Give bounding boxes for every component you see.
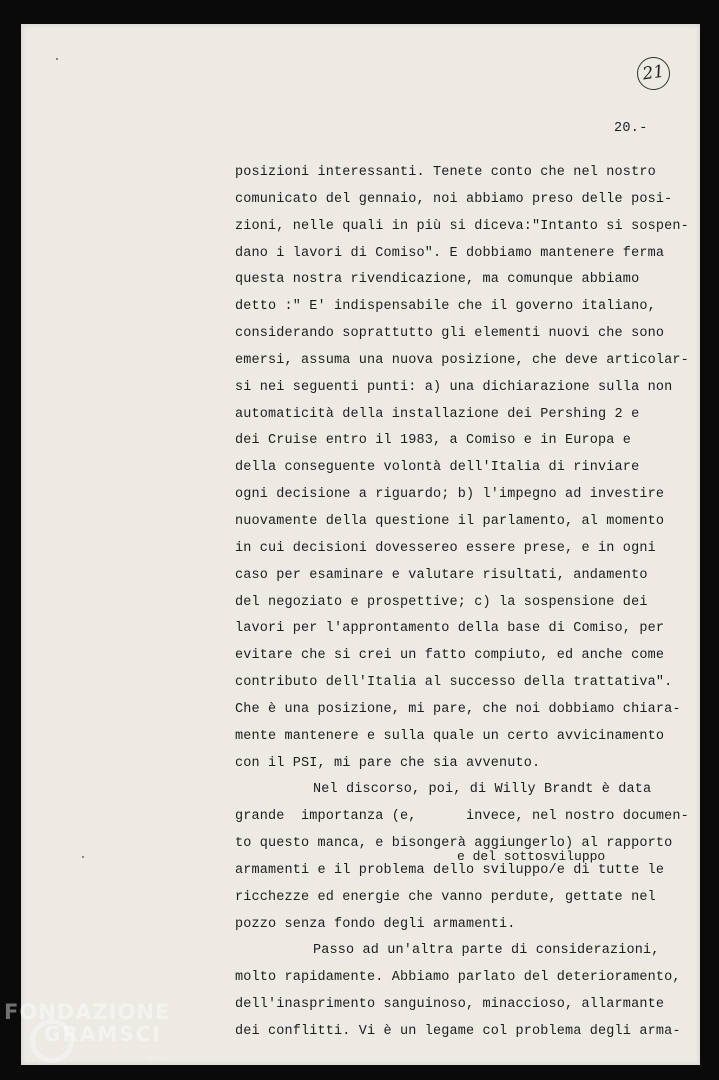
text-line: dell'inasprimento sanguinoso, minaccioso, allarmante bbox=[235, 997, 665, 1013]
text-line: automaticità della installazione dei Pershing 2 e bbox=[235, 406, 640, 422]
watermark bbox=[4, 1001, 170, 1045]
text-line: in cui decisioni dovessereo essere prese, e in ogni bbox=[235, 540, 656, 556]
text-line: armamenti e il problema dello sviluppo/e di tutte le bbox=[235, 862, 665, 878]
text-line: Nel discorso, poi, di Willy Brandt è data bbox=[313, 782, 652, 798]
text-line: pozzo senza fondo degli armamenti. bbox=[235, 916, 516, 932]
text-line: ogni decisione a riguardo; b) l'impegno ad investire bbox=[235, 487, 665, 503]
interlinear-insert: e del sottosviluppo bbox=[457, 849, 606, 864]
paper-speck bbox=[82, 856, 84, 858]
text-line: mente mantenere e sulla quale un certo avvicinamento bbox=[235, 728, 665, 744]
text-line: della conseguente volontà dell'Italia di rinviare bbox=[235, 460, 640, 476]
text-line: dei conflitti. Vi è un legame col problema degli arma- bbox=[235, 1024, 681, 1039]
text-line: dano i lavori di Comiso". E dobbiamo mantenere ferma bbox=[235, 245, 665, 261]
watermark-line2: GRAMSCI bbox=[44, 1022, 162, 1046]
text-line: con il PSI, mi pare che sia avvenuto. bbox=[235, 755, 541, 771]
text-line: caso per esaminare e valutare risultati, andamento bbox=[235, 567, 648, 583]
text-line: evitare che si crei un fatto compiuto, ed anche come bbox=[235, 648, 665, 664]
text-line: zioni, nelle quali in più si diceva:"Intanto si sospen- bbox=[235, 218, 689, 234]
text-line: si nei seguenti punti: a) una dichiarazione sulla non bbox=[235, 379, 673, 395]
text-line: to questo manca, e bisongerà aggiungerlo) al rapporto bbox=[235, 836, 673, 852]
text-line: nuovamente della questione il parlamento, al momento bbox=[235, 513, 665, 529]
text-line: Passo ad un'altra parte di considerazioni, bbox=[313, 943, 660, 959]
text-line: emersi, assuma una nuova posizione, che deve articolar- bbox=[235, 352, 689, 368]
text-line: Che è una posizione, mi pare, che noi dobbiamo chiara- bbox=[235, 701, 681, 717]
text-line: molto rapidamente. Abbiamo parlato del deterioramento, bbox=[235, 970, 681, 986]
paper-speck bbox=[56, 58, 58, 60]
text-line: posizioni interessanti. Tenete conto che nel nostro bbox=[235, 165, 656, 180]
watermark-line1: FONDAZIONE bbox=[4, 1000, 171, 1024]
text-line: contributo dell'Italia al successo della trattativa". bbox=[235, 675, 673, 691]
text-line: dei Cruise entro il 1983, a Comiso e in Europa e bbox=[235, 433, 632, 449]
archive-number-stamp: 21 bbox=[635, 55, 672, 92]
text-line: lavori per l'approntamento della base di Comiso, per bbox=[235, 621, 665, 637]
text-line: grande importanza (e, invece, nel nostro documen- bbox=[235, 809, 689, 825]
text-line: del negoziato e prospettive; c) la sospensione dei bbox=[235, 594, 648, 610]
typewritten-text bbox=[235, 160, 689, 1046]
watermark-small: onlus bbox=[147, 1053, 169, 1062]
text-line: questa nostra rivendicazione, ma comunque abbiamo bbox=[235, 272, 640, 288]
text-line: ricchezze ed energie che vanno perdute, gettate nel bbox=[235, 889, 656, 905]
text-line: comunicato del gennaio, noi abbiamo preso delle posi- bbox=[235, 191, 673, 207]
page-number: 20.- bbox=[614, 121, 648, 136]
text-line: considerando soprattutto gli elementi nuovi che sono bbox=[235, 326, 665, 342]
text-line: detto :" E' indispensabile che il governo italiano, bbox=[235, 299, 656, 315]
